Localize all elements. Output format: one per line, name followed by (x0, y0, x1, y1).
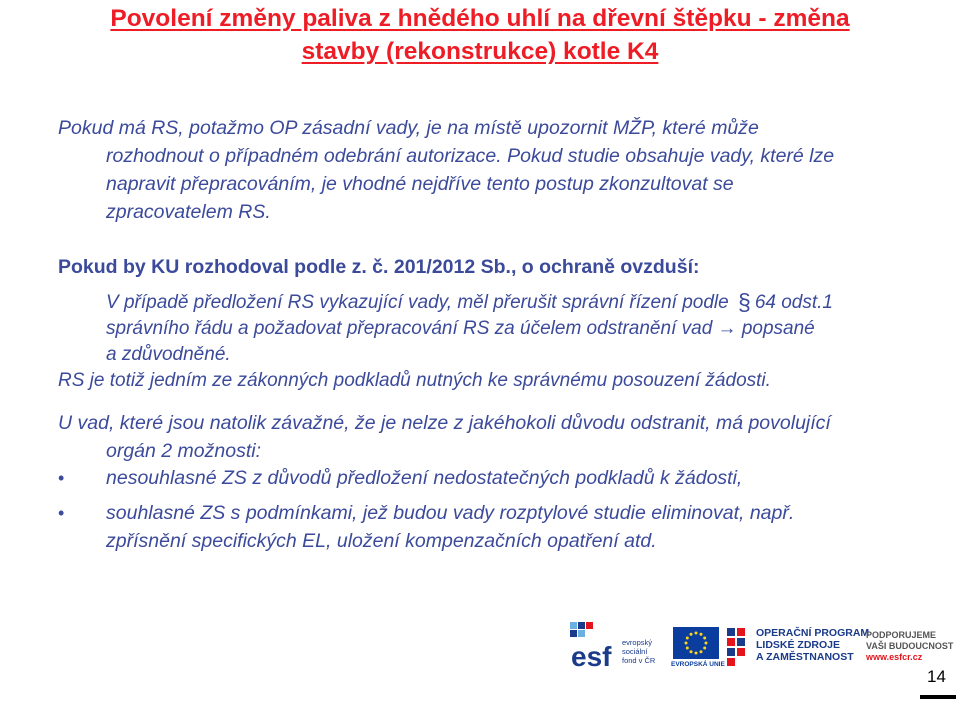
para3-line-1a: V případě předložení RS vykazující vady, měl přerušit správní řízení podle (106, 292, 729, 313)
para3-line-4: RS je totiž jedním ze zákonných podkladů nutných ke správnému posouzení žádosti. (58, 370, 771, 391)
para4-line-1: U vad, které jsou natolik závažné, že je nelze z jakéhokoli důvodu odstranit, má povolující (58, 412, 831, 434)
para2-head-rest: , o ochraně ovzduší: (510, 256, 700, 278)
paragraph-ku-heading (58, 253, 699, 281)
op-line-2: LIDSKÉ ZDROJE (756, 639, 841, 651)
bullet-2-text (106, 499, 936, 555)
funding-logos (570, 622, 956, 674)
eu-flag-icon (673, 627, 719, 659)
op-program-icon (725, 624, 753, 670)
title-line-1: Povolení změny paliva z hnědého uhlí na dřevní štěpku - změna (110, 5, 850, 32)
op-line-3: A ZAMĚSTNANOST (756, 651, 854, 663)
pod-line-2: VAŠI BUDOUCNOST (866, 641, 954, 651)
support-slogan (866, 630, 953, 663)
para4-line-2: orgán 2 možnosti: (106, 440, 262, 462)
paragraph-serious-defects (58, 409, 938, 465)
arrow-right-icon: → (717, 318, 737, 339)
esf-small-text: evropský sociální fond v ČR (622, 638, 656, 665)
pod-line-1: PODPORUJEME (866, 630, 937, 640)
para1-line-4: zpracovatelem RS. (106, 201, 271, 223)
op-line-1: OPERAČNÍ PROGRAM (756, 627, 870, 639)
title-line-2: stavby (rekonstrukce) kotle K4 (301, 38, 659, 65)
page-number: 14 (927, 667, 946, 686)
corner-divider (920, 695, 956, 699)
bullet-2-line-1: souhlasné ZS s podmínkami, jež budou vady rozptylové studie eliminovat, např. (106, 502, 795, 524)
esf-logo-icon (570, 622, 618, 672)
section-sign-icon: § (738, 289, 751, 315)
para3-line-2b: popsané (741, 318, 815, 339)
para3-line-1b: 64 odst.1 (754, 292, 833, 313)
para3-line-3: a zdůvodněné. (106, 344, 231, 365)
paragraph-procedure (58, 289, 946, 394)
pod-url: www.esfcr.cz (866, 652, 923, 662)
para1-line-1: Pokud má RS, potažmo OP zásadní vady, je na místě upozornit MŽP, které může (58, 117, 759, 139)
esf-text: esf (571, 641, 612, 672)
para3-line-2a: správního řádu a požadovat přepracování RS za účelem odstranění vad (106, 318, 713, 339)
slide-title (20, 2, 940, 68)
eu-caption: EVROPSKÁ UNIE (671, 661, 725, 668)
bullet-icon: • (58, 468, 65, 488)
op-program-text (756, 627, 869, 663)
para2-head-bold: Pokud by KU rozhodoval podle z. č. 201/2012 Sb. (58, 256, 511, 278)
bullet-icon: • (58, 503, 65, 523)
bullet-2-line-2: zpřísnění specifických EL, uložení kompenzačních opatření atd. (106, 530, 657, 552)
paragraph-authorization (58, 114, 918, 226)
bullet-1-text: nesouhlasné ZS z důvodů předložení nedostatečných podkladů k žádosti, (106, 467, 743, 489)
para1-line-3: napravit přepracováním, je vhodné nejdříve tento postup zkonzultovat se (106, 173, 734, 195)
para1-line-2: rozhodnout o případném odebrání autorizace. Pokud studie obsahuje vady, které lze (106, 145, 835, 167)
